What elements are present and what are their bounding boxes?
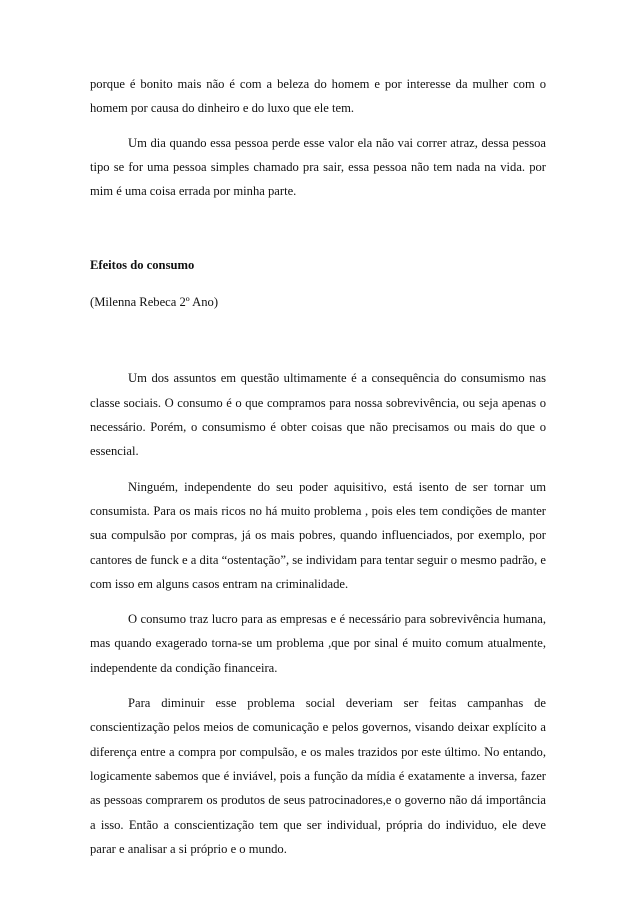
- intro-paragraph-2: Um dia quando essa pessoa perde esse valor ela não vai correr atraz, dessa pessoa tipo se for uma pessoa simples chamado pra sair, essa pessoa não tem nada na vida. por mim é uma coisa errada por minha parte.: [90, 135, 546, 199]
- essay-title: Efeitos do consumo: [90, 258, 195, 273]
- intro-paragraph-1: porque é bonito mais não é com a beleza do homem e por interesse da mulher com o homem por causa do dinheiro e do luxo que ele tem.: [90, 77, 546, 116]
- essay-paragraph-3: O consumo traz lucro para as empresas e é necessário para sobrevivência humana, mas quando exagerado torna-se um problema ,que por sinal é muito comum atualmente, independente da condição financeira.: [90, 612, 546, 675]
- document-page: [90, 72, 546, 861]
- essay-paragraph-1: Um dos assuntos em questão ultimamente é a consequência do consumismo nas classe sociais. O consumo é o que compramos para nossa sobrevivência, ou seja apenas o necessário. Porém, o consumismo é obter coisas que não precisamos ou mais do que o essencial.: [90, 371, 546, 459]
- essay-paragraph-2: Ninguém, independente do seu poder aquisitivo, está isento de ser tornar um consumista. Para os mais ricos no há muito problema , pois eles tem condições de manter sua compulsão por compras, já os mais pobres, quando influenciados, por exemplo, por cantores de funck e a dita “ostentação”, se individam para tentar seguir o mesmo padrão, e com isso em alguns casos entram na criminalidade.: [90, 479, 546, 591]
- essay-paragraph-4: Para diminuir esse problema social deveriam ser feitas campanhas de conscientização pelos meios de comunicação e pelos governos, visando deixar explícito a diferença entre a compra por compulsão, e os males trazidos por este último. No entando, logicamente sabemos que é inviável, pois a função da mídia é exatamente a inversa, fazer as pessoas comprarem os produtos de seus patrocinadores,e o governo não dá importância a isso. Então a conscientização tem que ser individual, própria do individuo, ele deve parar e analisar a si próprio e o mundo.: [90, 696, 546, 856]
- essay-author: (Milenna Rebeca 2º Ano): [90, 295, 219, 310]
